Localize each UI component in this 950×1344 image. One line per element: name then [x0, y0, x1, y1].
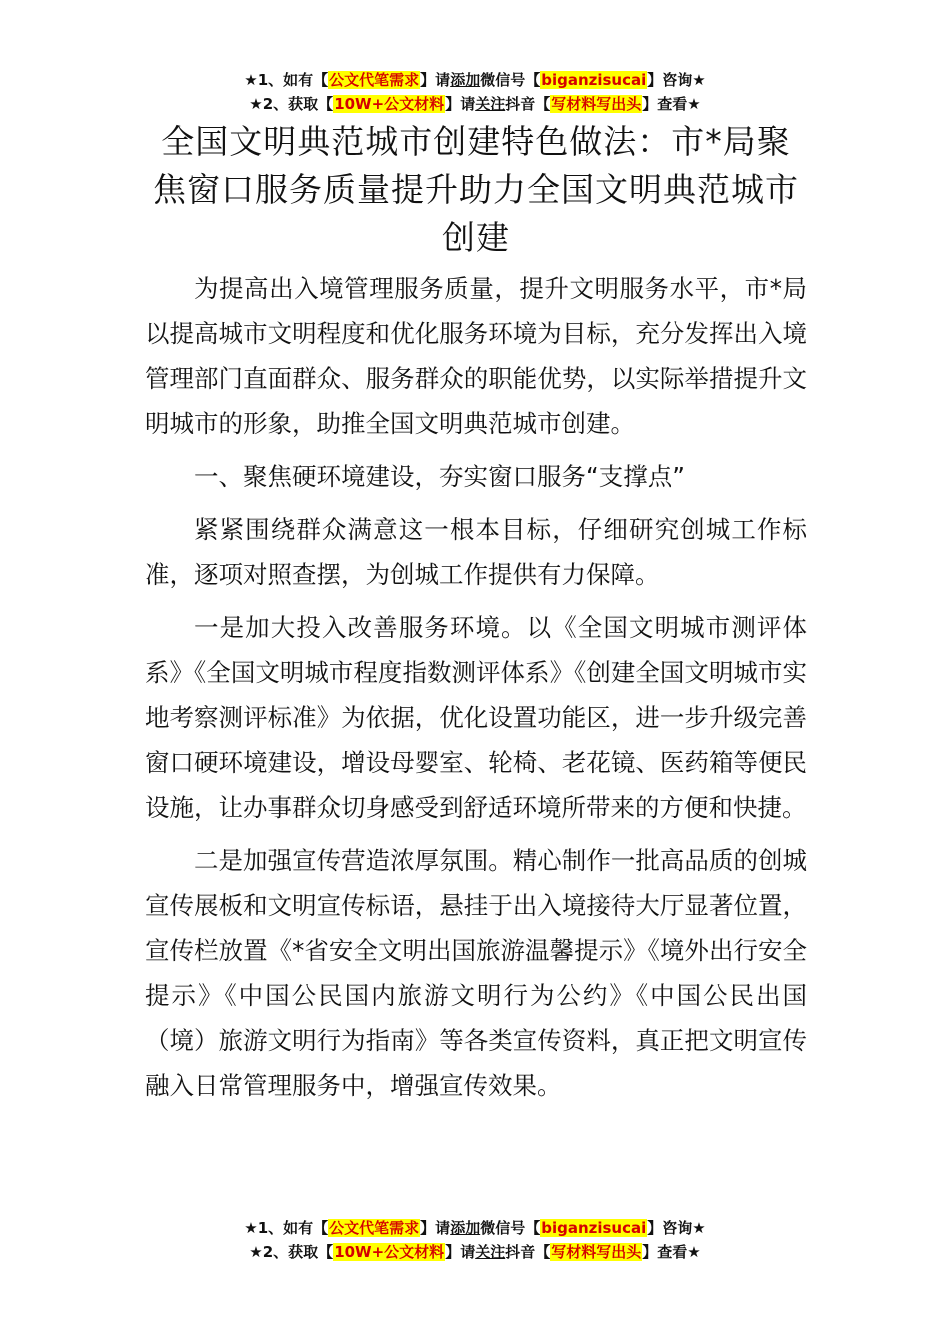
- banner-text: ★2、获取【: [249, 95, 334, 113]
- banner-text: ★1、如有【: [244, 71, 329, 89]
- banner-highlight: 10W+公文材料: [334, 1243, 445, 1261]
- banner-highlight: biganzisucai: [541, 1219, 647, 1237]
- top-banner: [0, 68, 950, 116]
- banner-line-1: [0, 1216, 950, 1240]
- banner-text: 】请: [420, 71, 451, 89]
- document-title: 全国文明典范城市创建特色做法：市*局聚焦窗口服务质量提升助力全国文明典范城市创建: [153, 122, 799, 257]
- section-heading-1: 一、聚焦硬环境建设，夯实窗口服务“支撑点”: [194, 462, 685, 491]
- banner-text: 】请: [445, 95, 476, 113]
- paragraph: 二是加强宣传营造浓厚氛围。精心制作一批高品质的创城宣传展板和文明宣传标语，悬挂于出入境接待大厅显著位置，宣传栏放置《*省安全文明出国旅游温馨提示》《境外出行安全提示》《中国公民国内旅游文明行为公约》《中国公民出国（境）旅游文明行为指南》等各类宣传资料，真正把文明宣传融入日常管理服务中，增强宣传效果。: [145, 846, 807, 1100]
- banner-text: 】请: [420, 1219, 451, 1237]
- banner-text: 抖音【: [505, 95, 551, 113]
- banner-line-2: [0, 1240, 950, 1264]
- document-body: [145, 266, 807, 1116]
- banner-text: 】请: [445, 1243, 476, 1261]
- banner-highlight: 写材料写出头: [551, 95, 642, 113]
- banner-text: 微信号【: [480, 1219, 541, 1237]
- paragraph-intro: 为提高出入境管理服务质量，提升文明服务水平，市*局以提高城市文明程度和优化服务环境为目标，充分发挥出入境管理部门直面群众、服务群众的职能优势，以实际举措提升文明城市的形象，助推全国文明典范城市创建。: [145, 274, 807, 438]
- banner-highlight: 写材料写出头: [551, 1243, 642, 1261]
- banner-text: 】咨询★: [647, 71, 706, 89]
- banner-text: 】查看★: [642, 95, 701, 113]
- banner-highlight: 10W+公文材料: [334, 95, 445, 113]
- banner-text: ★2、获取【: [249, 1243, 334, 1261]
- banner-text: ★1、如有【: [244, 1219, 329, 1237]
- banner-text: 抖音【: [505, 1243, 551, 1261]
- banner-line-2: [0, 92, 950, 116]
- bottom-banner: [0, 1216, 950, 1264]
- banner-underlined-text: 关注: [475, 1243, 506, 1261]
- banner-text: 】咨询★: [647, 1219, 706, 1237]
- banner-underlined-text: 添加: [450, 1219, 481, 1237]
- banner-line-1: [0, 68, 950, 92]
- banner-highlight: 公文代笔需求: [329, 1219, 420, 1237]
- banner-highlight: biganzisucai: [541, 71, 647, 89]
- banner-underlined-text: 添加: [450, 71, 481, 89]
- banner-text: 微信号【: [480, 71, 541, 89]
- paragraph: 紧紧围绕群众满意这一根本目标，仔细研究创城工作标准，逐项对照查摆，为创城工作提供有力保障。: [145, 515, 807, 589]
- banner-text: 】查看★: [642, 1243, 701, 1261]
- banner-highlight: 公文代笔需求: [329, 71, 420, 89]
- paragraph: 一是加大投入改善服务环境。以《全国文明城市测评体系》《全国文明城市程度指数测评体系》《创建全国文明城市实地考察测评标准》为依据，优化设置功能区，进一步升级完善窗口硬环境建设，增设母婴室、轮椅、老花镜、医药箱等便民设施，让办事群众切身感受到舒适环境所带来的方便和快捷。: [145, 613, 807, 822]
- banner-underlined-text: 关注: [475, 95, 506, 113]
